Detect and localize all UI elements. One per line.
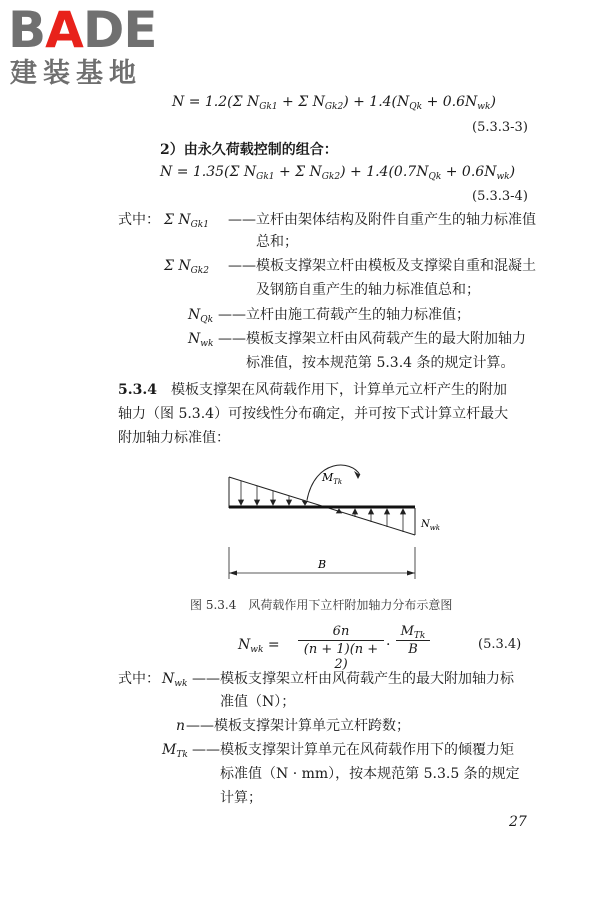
figure-caption: 图 5.3.4 风荷载作用下立杆附加轴力分布示意图 [190, 598, 453, 612]
def-line: 标准值，按本规范第 5.3.4 条的规定计算。 [246, 355, 515, 371]
item-2-label: 2）由永久荷载控制的组合： [160, 142, 338, 158]
brand-logo: BADE [8, 1, 157, 59]
equation-lhs: $N_{wk}$ = [238, 637, 280, 655]
def-line: ——模板支撑架立杆由风荷载产生的最大附加轴力 [218, 331, 526, 347]
def-line: 准值（N）； [220, 694, 296, 710]
def-symbol: Σ $N_{Gk2}$ [164, 258, 209, 276]
equation-number: (5.3.4) [478, 637, 522, 652]
span-label: B [318, 558, 327, 571]
force-label: $N_{wk}$ [421, 519, 440, 532]
def-line: 标准值（N · mm），按本规范第 5.3.5 条的规定 [220, 766, 520, 782]
def-prefix: 式中： [118, 212, 160, 228]
figure-5-3-4 [215, 455, 455, 585]
def-line: 计算； [220, 790, 262, 806]
def-line: ——立杆由施工荷载产生的轴力标准值； [218, 307, 470, 323]
def-line: ——立杆由架体结构及附件自重产生的轴力标准值 [228, 212, 536, 228]
def-symbol: n [176, 718, 186, 734]
def-symbol: $N_{wk}$ [162, 671, 188, 689]
def-line: 及钢筋自重产生的轴力标准值总和； [256, 282, 480, 298]
page-number: 27 [509, 814, 527, 830]
def-line: 总和； [256, 234, 298, 250]
moment-label: $M_{Tk}$ [322, 471, 343, 486]
section-paragraph-line: 轴力（图 5.3.4）可按线性分布确定，并可按下式计算立杆最大 [118, 406, 509, 422]
def-line: ——模板支撑架计算单元立杆跨数； [186, 718, 410, 734]
section-paragraph-line: 附加轴力标准值： [118, 430, 230, 446]
brand-subtitle: 建装基地 [10, 58, 142, 89]
def-prefix: 式中： [118, 671, 160, 687]
equation-5-3-3-3: N = 1.2(Σ $N_{Gk1} + \Sigma$ $N_{Gk2}) + 1.4(N_{Qk} + 0.6N_{wk})$ [172, 94, 496, 112]
def-symbol: $N_{Qk}$ [188, 307, 214, 325]
equation-number: (5.3.3-4) [472, 189, 528, 204]
multiply-dot: · [386, 637, 391, 653]
equation-5-3-3-4: N = 1.35(Σ $N_{Gk1} + \Sigma$ $N_{Gk2}) + 1.4(0.7N_{Qk} + 0.6N_{wk})$ [160, 164, 516, 182]
def-symbol: Σ $N_{Gk1}$ [164, 212, 209, 230]
def-line: ——模板支撑架计算单元在风荷载作用下的倾覆力矩 [192, 742, 514, 758]
def-symbol: $N_{wk}$ [188, 331, 214, 349]
def-line: ——模板支撑架立杆由模板及支撑梁自重和混凝土 [228, 258, 536, 274]
fraction-2: $M_{Tk}$ B [396, 624, 430, 657]
equation-number: (5.3.3-3) [472, 120, 528, 135]
fraction-1: 6n (n + 1)(n + 2) [298, 624, 384, 672]
dim-arrow-left [229, 571, 237, 576]
left-load-arrows [239, 481, 308, 505]
dim-arrow-right [407, 571, 415, 576]
moment-arrowhead [354, 471, 360, 479]
def-symbol: $M_{Tk}$ [162, 742, 188, 760]
def-line: ——模板支撑架立杆由风荷载产生的最大附加轴力标 [192, 671, 514, 687]
section-paragraph: 5.3.4 模板支撑架在风荷载作用下，计算单元立杆产生的附加 [118, 382, 507, 398]
